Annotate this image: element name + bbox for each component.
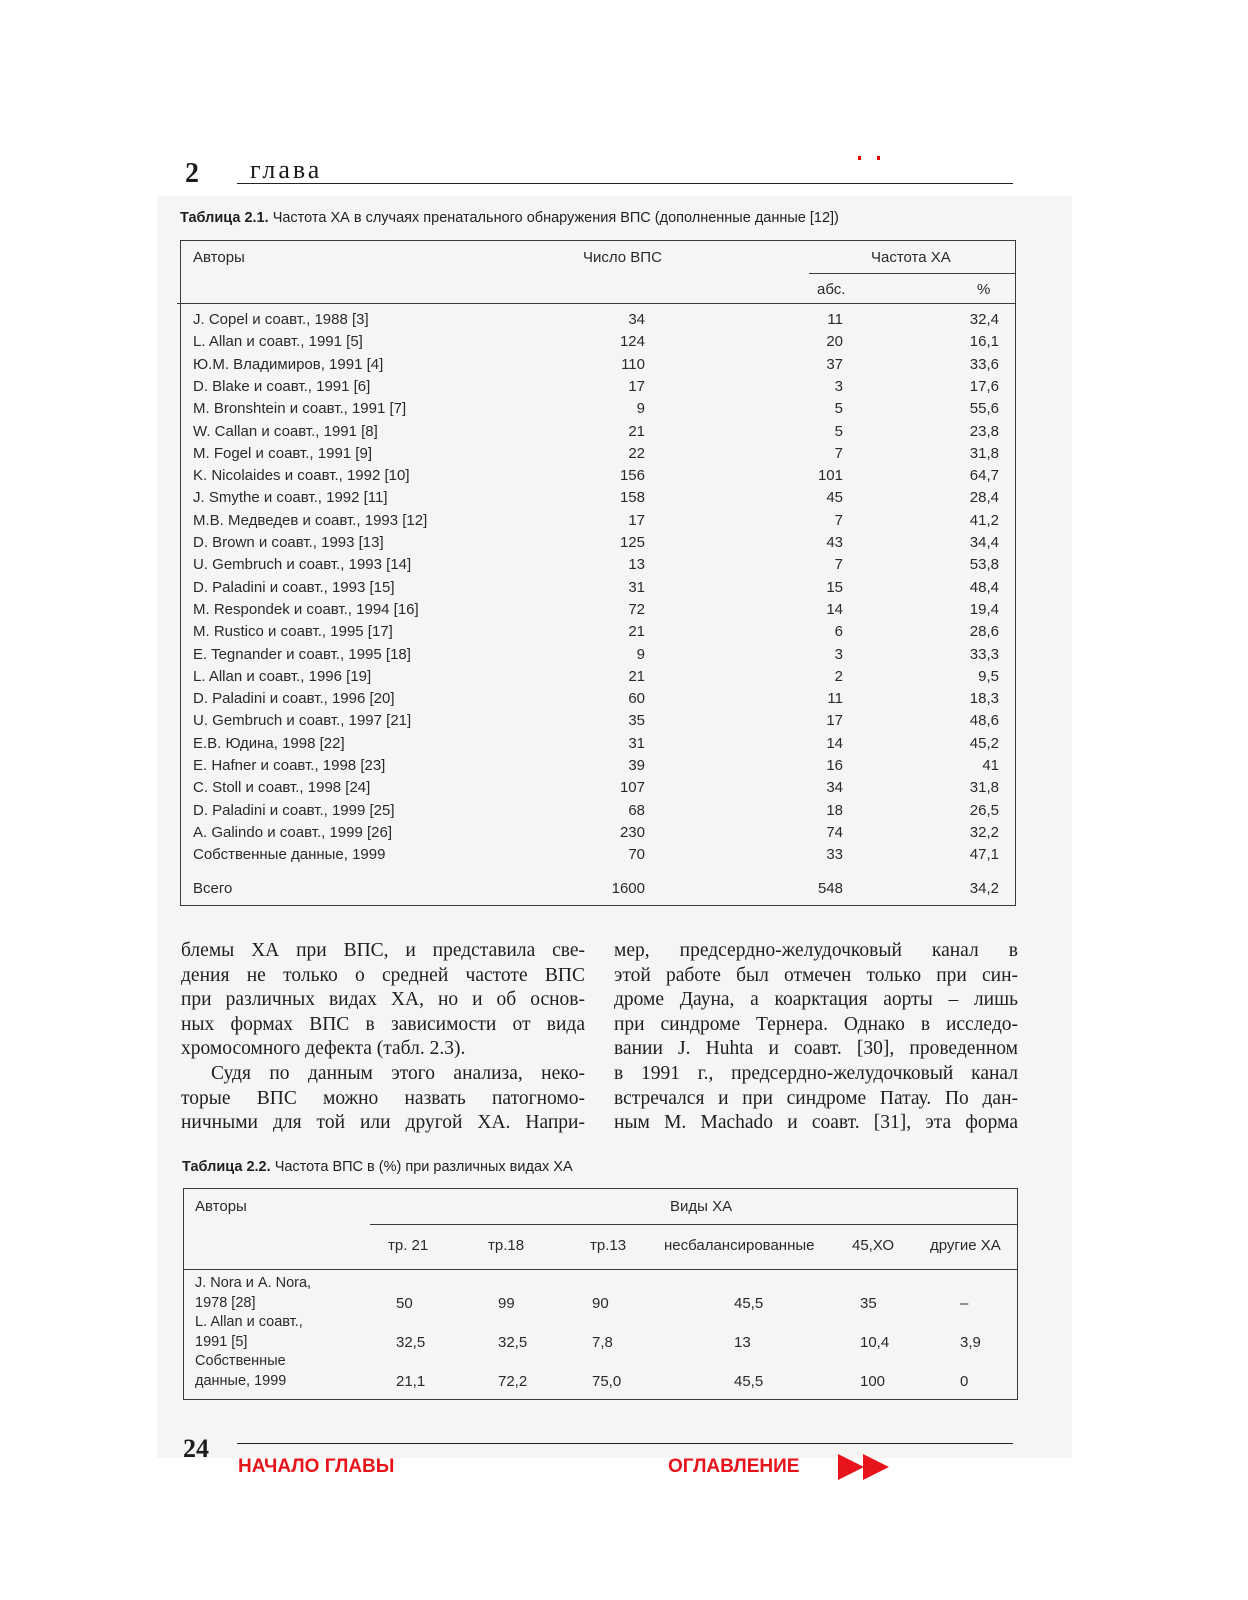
table1-abs-cell: 7 (834, 556, 843, 574)
table1-count-cell: 124 (619, 333, 645, 351)
table2-value-cell: 90 (592, 1294, 609, 1312)
table2-header-rule (184, 1269, 1017, 1270)
body-line: хромосомного дефекта (табл. 2.3). (181, 1038, 466, 1060)
table2-author-cell: 1991 [5] (195, 1333, 248, 1350)
table1-abs-cell: 3 (834, 377, 843, 395)
body-line: дения не только о средней частоте ВПС (181, 964, 585, 986)
table1-author-cell: L. Allan и соавт., 1996 [19] (193, 667, 372, 685)
table2-column-header: другие ХА (930, 1237, 1001, 1254)
table1-total-pct-cell: 34,2 (969, 880, 999, 897)
table1-count-cell: 21 (628, 422, 645, 440)
table1-abs-cell: 5 (834, 400, 843, 418)
header-rule (237, 183, 1013, 184)
double-play-arrow-icon (838, 1454, 889, 1480)
table2-value-cell: 99 (498, 1294, 515, 1312)
table1-count-cell: 9 (636, 645, 645, 663)
table2-value-cell: 32,5 (396, 1333, 426, 1351)
table2-value-cell: 45,5 (734, 1294, 764, 1312)
table1-total-author-cell: Всего (193, 880, 233, 897)
table1-abs-cell: 7 (834, 444, 843, 462)
table2-value-cell: 75,0 (592, 1372, 622, 1390)
table1-count-cell: 125 (619, 534, 645, 551)
table1-total-abs-cell: 548 (817, 880, 843, 897)
body-line: ных формах ВПС в зависимости от вида (181, 1013, 585, 1035)
table1-pct-cell: 23,8 (969, 422, 999, 440)
table1-header-count: Число ВПС (583, 249, 662, 266)
table1-count-cell: 22 (628, 444, 645, 462)
table1-abs-cell: 7 (834, 511, 843, 529)
table1-author-cell: K. Nicolaides и соавт., 1992 [10] (193, 467, 410, 485)
page-number: 24 (183, 1434, 209, 1463)
table1-author-cell: J. Copel и соавт., 1988 [3] (193, 311, 369, 328)
table2-value-cell: 10,4 (860, 1333, 890, 1351)
table1-count-cell: 158 (619, 489, 645, 507)
table1-total-count-cell: 1600 (611, 880, 645, 897)
table2-subheader-rule (370, 1224, 1017, 1225)
table1-author-cell: C. Stoll и соавт., 1998 [24] (193, 779, 371, 797)
table2-caption-label: Таблица 2.2. (182, 1159, 271, 1175)
table1-abs-cell: 5 (834, 422, 843, 440)
table1-header-abs: абс. (817, 281, 846, 298)
table1-pct-cell: 33,6 (969, 355, 999, 373)
table1-pct-cell: 45,2 (969, 734, 999, 752)
body-line: торые ВПС можно назвать патогномо- (181, 1087, 585, 1109)
table1-pct-cell: 9,5 (978, 667, 999, 685)
body-line: вании J. Huhta и соавт. [30], проведенном (614, 1038, 1018, 1060)
body-line: дроме Дауна, а коарктация аорты – лишь (614, 989, 1018, 1011)
table1-caption (180, 210, 839, 226)
table1-author-cell: Ю.М. Владимиров, 1991 [4] (193, 355, 384, 373)
table1-abs-cell: 74 (826, 823, 843, 841)
table1-count-cell: 39 (628, 757, 645, 774)
table1-count-cell: 9 (636, 400, 645, 418)
body-line: этой работе был отмечен только при син- (614, 964, 1018, 986)
table1-pct-cell: 26,5 (969, 801, 999, 819)
table1-abs-cell: 11 (827, 311, 843, 328)
table1-author-cell: D. Paladini и соавт., 1999 [25] (193, 801, 395, 819)
table1-pct-cell: 48,4 (969, 578, 999, 596)
table1-abs-cell: 37 (826, 355, 843, 373)
table1-abs-cell: 101 (817, 467, 843, 485)
table1-count-cell: 70 (628, 846, 645, 864)
table2-caption (182, 1159, 573, 1175)
table1-pct-cell: 41 (982, 757, 999, 774)
body-line: Судя по данным этого анализа, неко- (211, 1062, 585, 1084)
table1-author-cell: Е.В. Юдина, 1998 [22] (193, 734, 345, 752)
table1-pct-cell: 16,1 (969, 333, 999, 351)
table2-value-cell: 35 (860, 1294, 877, 1312)
table1-author-cell: U. Gembruch и соавт., 1997 [21] (193, 712, 412, 730)
table2-column-header: тр. 21 (388, 1237, 429, 1254)
chapter-start-link[interactable]: НАЧАЛО ГЛАВЫ (238, 1456, 395, 1477)
table1-author-cell: Собственные данные, 1999 (193, 846, 386, 864)
table1-abs-cell: 33 (826, 846, 843, 864)
body-line: блемы ХА при ВПС, и представила све- (181, 940, 585, 961)
table1-count-cell: 35 (628, 712, 645, 730)
body-line: в 1991 г., предсердно-желудочковый канал (614, 1062, 1018, 1084)
table1-count-cell: 34 (628, 311, 645, 328)
table1-count-cell: 107 (619, 779, 645, 797)
table1-author-cell: D. Paladini и соавт., 1993 [15] (193, 578, 395, 596)
table1 (180, 240, 1016, 906)
table1-pct-cell: 31,8 (969, 444, 999, 462)
table2-value-cell: 32,5 (498, 1333, 528, 1351)
table1-count-cell: 60 (628, 690, 645, 708)
table1-abs-cell: 20 (826, 333, 843, 351)
table1-header-rule (177, 303, 1015, 304)
table1-abs-cell: 11 (827, 690, 843, 708)
table2-value-cell: 45,5 (734, 1372, 764, 1390)
table1-author-cell: U. Gembruch и соавт., 1993 [14] (193, 556, 412, 574)
table1-abs-cell: 15 (826, 578, 843, 596)
table2-value-cell: 13 (734, 1333, 751, 1351)
body-line: при различных видах ХА, но и об основ- (181, 989, 585, 1011)
table1-abs-cell: 3 (834, 645, 843, 663)
table1-caption-label: Таблица 2.1. (180, 210, 269, 226)
table1-author-cell: D. Brown и соавт., 1993 [13] (193, 534, 384, 551)
body-line: при синдроме Тернера. Однако в исследо- (614, 1013, 1018, 1035)
table1-pct-cell: 47,1 (969, 846, 999, 864)
table1-author-cell: D. Blake и соавт., 1991 [6] (193, 377, 371, 395)
table1-count-cell: 21 (628, 667, 645, 685)
table1-pct-cell: 28,6 (969, 623, 999, 641)
table1-header-freq: Частота ХА (871, 249, 951, 266)
table1-author-cell: L. Allan и соавт., 1991 [5] (193, 333, 363, 351)
table2-column-header: тр.13 (590, 1237, 627, 1254)
table1-abs-cell: 43 (826, 534, 843, 551)
table1-header-pct: % (977, 281, 991, 298)
table1-author-cell: A. Galindo и соавт., 1999 [26] (193, 823, 393, 841)
table1-pct-cell: 48,6 (969, 712, 999, 730)
table1-count-cell: 68 (628, 801, 645, 819)
table1-abs-cell: 16 (826, 757, 843, 774)
table1-pct-cell: 33,3 (969, 645, 999, 663)
table1-abs-cell: 34 (826, 779, 843, 797)
table2-caption-text: Частота ВПС в (%) при различных видах ХА (274, 1159, 573, 1175)
table1-count-cell: 17 (628, 377, 645, 395)
table1-author-cell: M. Rustico и соавт., 1995 [17] (193, 623, 393, 641)
table2 (183, 1188, 1018, 1400)
table2-column-header: тр.18 (488, 1237, 525, 1254)
table1-abs-cell: 14 (826, 734, 843, 752)
table1-pct-cell: 55,6 (969, 400, 999, 418)
table1-author-cell: W. Callan и соавт., 1991 [8] (193, 422, 378, 440)
table2-value-cell: 50 (396, 1294, 413, 1312)
table1-author-cell: E. Tegnander и соавт., 1995 [18] (193, 645, 411, 663)
table2-author-cell: J. Nora и A. Nora, (195, 1275, 312, 1291)
table1-count-cell: 31 (628, 734, 645, 752)
table1-pct-cell: 32,4 (969, 311, 999, 328)
body-line: ничными для той или другой ХА. Напри- (181, 1112, 585, 1134)
table1-count-cell: 110 (621, 355, 645, 373)
table-of-contents-link[interactable]: ОГЛАВЛЕНИЕ (668, 1456, 800, 1477)
body-line: ным M. Machado и соавт. [31], эта форма (614, 1112, 1018, 1134)
table1-pct-cell: 32,2 (969, 823, 999, 841)
table2-value-cell: 0 (960, 1372, 969, 1390)
table1-subheader-rule (809, 273, 1015, 274)
table1-count-cell: 21 (628, 623, 645, 641)
table2-author-cell: Собственные (195, 1353, 286, 1369)
table2-header-types: Виды ХА (670, 1198, 733, 1215)
table2-value-cell: 100 (860, 1372, 886, 1390)
table1-pct-cell: 53,8 (969, 556, 999, 574)
table1-abs-cell: 17 (826, 712, 843, 730)
table2-column-header: 45,ХО (852, 1237, 895, 1254)
table1-pct-cell: 19,4 (969, 600, 999, 618)
chapter-word: глава (250, 155, 323, 184)
table1-author-cell: M. Bronshtein и соавт., 1991 [7] (193, 400, 407, 418)
table1-abs-cell: 18 (826, 801, 843, 819)
footer-rule (237, 1443, 1013, 1444)
table1-count-cell: 31 (628, 578, 645, 596)
table1-author-cell: E. Hafner и соавт., 1998 [23] (193, 757, 386, 774)
table1-pct-cell: 18,3 (969, 690, 999, 708)
table1-pct-cell: 64,7 (969, 467, 999, 485)
table1-abs-cell: 6 (834, 623, 843, 641)
table1-count-cell: 72 (628, 600, 645, 618)
table1-author-cell: D. Paladini и соавт., 1996 [20] (193, 690, 395, 708)
table1-author-cell: М.В. Медведев и соавт., 1993 [12] (193, 511, 428, 529)
table1-count-cell: 13 (628, 556, 645, 574)
chapter-number: 2 (185, 158, 199, 189)
table2-value-cell: 3,9 (960, 1333, 981, 1351)
table1-author-cell: M. Fogel и соавт., 1991 [9] (193, 444, 372, 462)
table1-header-authors: Авторы (193, 249, 245, 266)
body-line: мер, предсердно-желудочковый канал в (614, 940, 1018, 961)
table1-pct-cell: 31,8 (969, 779, 999, 797)
table1-pct-cell: 34,4 (969, 534, 999, 551)
table1-author-cell: J. Smythe и соавт., 1992 [11] (193, 489, 388, 507)
table1-abs-cell: 2 (834, 667, 843, 685)
table1-count-cell: 230 (619, 823, 645, 841)
table2-value-cell: 7,8 (592, 1333, 613, 1351)
table1-count-cell: 17 (628, 511, 645, 529)
table2-value-cell: 21,1 (396, 1372, 426, 1390)
table1-author-cell: M. Respondek и соавт., 1994 [16] (193, 600, 419, 618)
table2-author-cell: данные, 1999 (195, 1372, 287, 1389)
table1-abs-cell: 14 (826, 600, 843, 618)
body-line: встречался и при синдроме Патау. По дан- (614, 1087, 1018, 1109)
table2-author-cell: 1978 [28] (195, 1294, 256, 1311)
table1-caption-text: Частота ХА в случаях пренатального обнаружения ВПС (дополненные данные [12]) (272, 210, 839, 226)
next-page-button[interactable] (838, 1454, 892, 1480)
table2-column-header: несбалансированные (664, 1237, 815, 1254)
table1-abs-cell: 45 (826, 489, 843, 507)
table1-count-cell: 156 (619, 467, 645, 485)
body-left-column (181, 939, 585, 1136)
body-right-column (614, 939, 1018, 1136)
table2-header-authors: Авторы (195, 1198, 247, 1215)
table1-pct-cell: 41,2 (969, 511, 999, 529)
table2-author-cell: L. Allan и соавт., (195, 1314, 303, 1330)
table1-pct-cell: 28,4 (969, 489, 999, 507)
table2-value-cell: – (960, 1294, 969, 1312)
table2-value-cell: 72,2 (498, 1372, 528, 1390)
table1-pct-cell: 17,6 (969, 377, 999, 395)
red-mark-icon (858, 156, 880, 160)
